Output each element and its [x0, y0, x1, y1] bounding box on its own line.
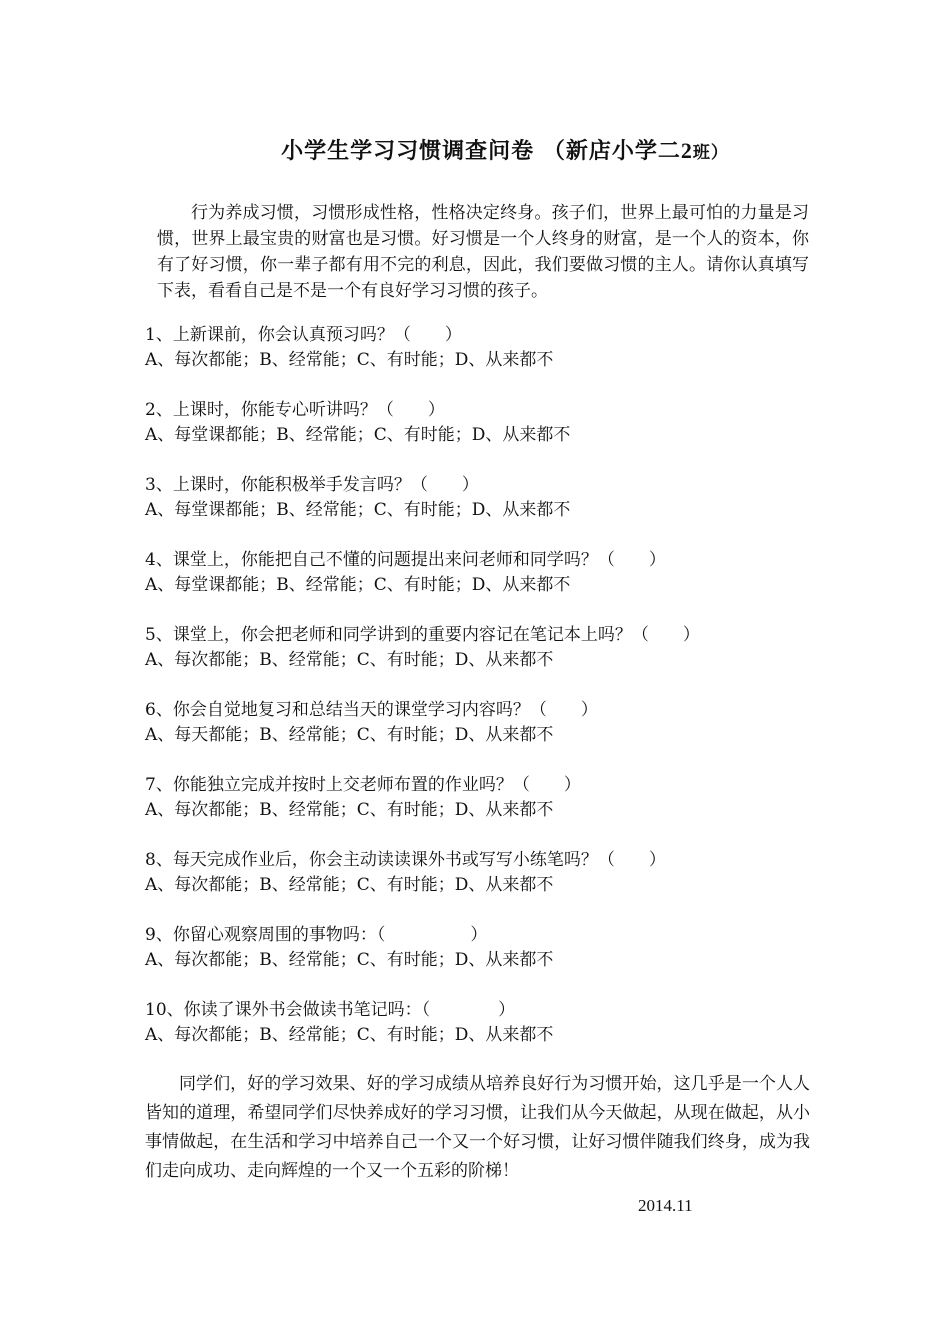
question-text: 10、你读了课外书会做读书笔记吗：（ ）: [145, 1000, 516, 1020]
question-options: A、每堂课都能；B、经常能；C、有时能；D、从来都不: [145, 575, 571, 595]
closing-paragraph: 同学们，好的学习效果、好的学习成绩从培养良好行为习惯开始，这几乎是一个人人皆知的道理，希望同学们尽快养成好的学习习惯，让我们从今天做起，从现在做起，从小事情做起，在生活和学习中培养自己一个又一个好习惯，让好习惯伴随我们终身，成为我们走向成功、走向辉煌的一个又一个五彩的阶梯！: [145, 1074, 810, 1181]
question-options: A、每堂课都能；B、经常能；C、有时能；D、从来都不: [145, 425, 571, 445]
question-text: 6、你会自觉地复习和总结当天的课堂学习内容吗？（ ）: [145, 700, 598, 720]
question-options: A、每次都能；B、经常能；C、有时能；D、从来都不: [145, 350, 554, 370]
question-item: [145, 398, 825, 473]
question-text: 8、每天完成作业后，你会主动读读课外书或写写小练笔吗？（ ）: [145, 850, 666, 870]
question-item: [145, 773, 825, 848]
question-options: A、每次都能；B、经常能；C、有时能；D、从来都不: [145, 800, 554, 820]
question-text: 5、课堂上，你会把老师和同学讲到的重要内容记在笔记本上吗？（ ）: [145, 625, 700, 645]
question-text: 3、上课时，你能积极举手发言吗？（ ）: [145, 475, 479, 495]
question-item: [145, 473, 825, 548]
question-options: A、每次都能；B、经常能；C、有时能；D、从来都不: [145, 950, 554, 970]
question-text: 9、你留心观察周围的事物吗：（ ）: [145, 925, 488, 945]
document-date: 2014.11: [638, 1196, 693, 1215]
question-options: A、每次都能；B、经常能；C、有时能；D、从来都不: [145, 1025, 554, 1045]
intro-paragraph: 行为养成习惯，习惯形成性格，性格决定终身。孩子们，世界上最可怕的力量是习惯，世界上最宝贵的财富也是习惯。好习惯是一个人终身的财富，是一个人的资本，你有了好习惯，你一辈子都有用不完的利息，因此，我们要做习惯的主人。请你认真填写下表，看看自己是不是一个有良好学习习惯的孩子。: [157, 203, 809, 301]
question-options: A、每天都能；B、经常能；C、有时能；D、从来都不: [145, 725, 554, 745]
question-options: A、每堂课都能；B、经常能；C、有时能；D、从来都不: [145, 500, 571, 520]
question-text: 2、上课时，你能专心听讲吗？（ ）: [145, 400, 445, 420]
question-text: 1、上新课前，你会认真预习吗？（ ）: [145, 325, 462, 345]
question-item: [145, 698, 825, 773]
question-options: A、每次都能；B、经常能；C、有时能；D、从来都不: [145, 650, 554, 670]
title-tail: 班）: [692, 143, 729, 163]
question-item: [145, 848, 825, 923]
question-list: [145, 323, 825, 1073]
question-item: [145, 998, 825, 1073]
question-text: 4、课堂上，你能把自己不懂的问题提出来问老师和同学吗？（ ）: [145, 550, 666, 570]
question-text: 7、你能独立完成并按时上交老师布置的作业吗？（ ）: [145, 775, 581, 795]
question-item: [145, 623, 825, 698]
question-options: A、每次都能；B、经常能；C、有时能；D、从来都不: [145, 875, 554, 895]
question-item: [145, 323, 825, 398]
question-item: [145, 923, 825, 998]
document-title: [0, 134, 950, 165]
question-item: [145, 548, 825, 623]
title-class-number: 2: [680, 138, 693, 163]
title-main: 小学生学习习惯调查问卷 （新店小学二: [281, 138, 681, 164]
